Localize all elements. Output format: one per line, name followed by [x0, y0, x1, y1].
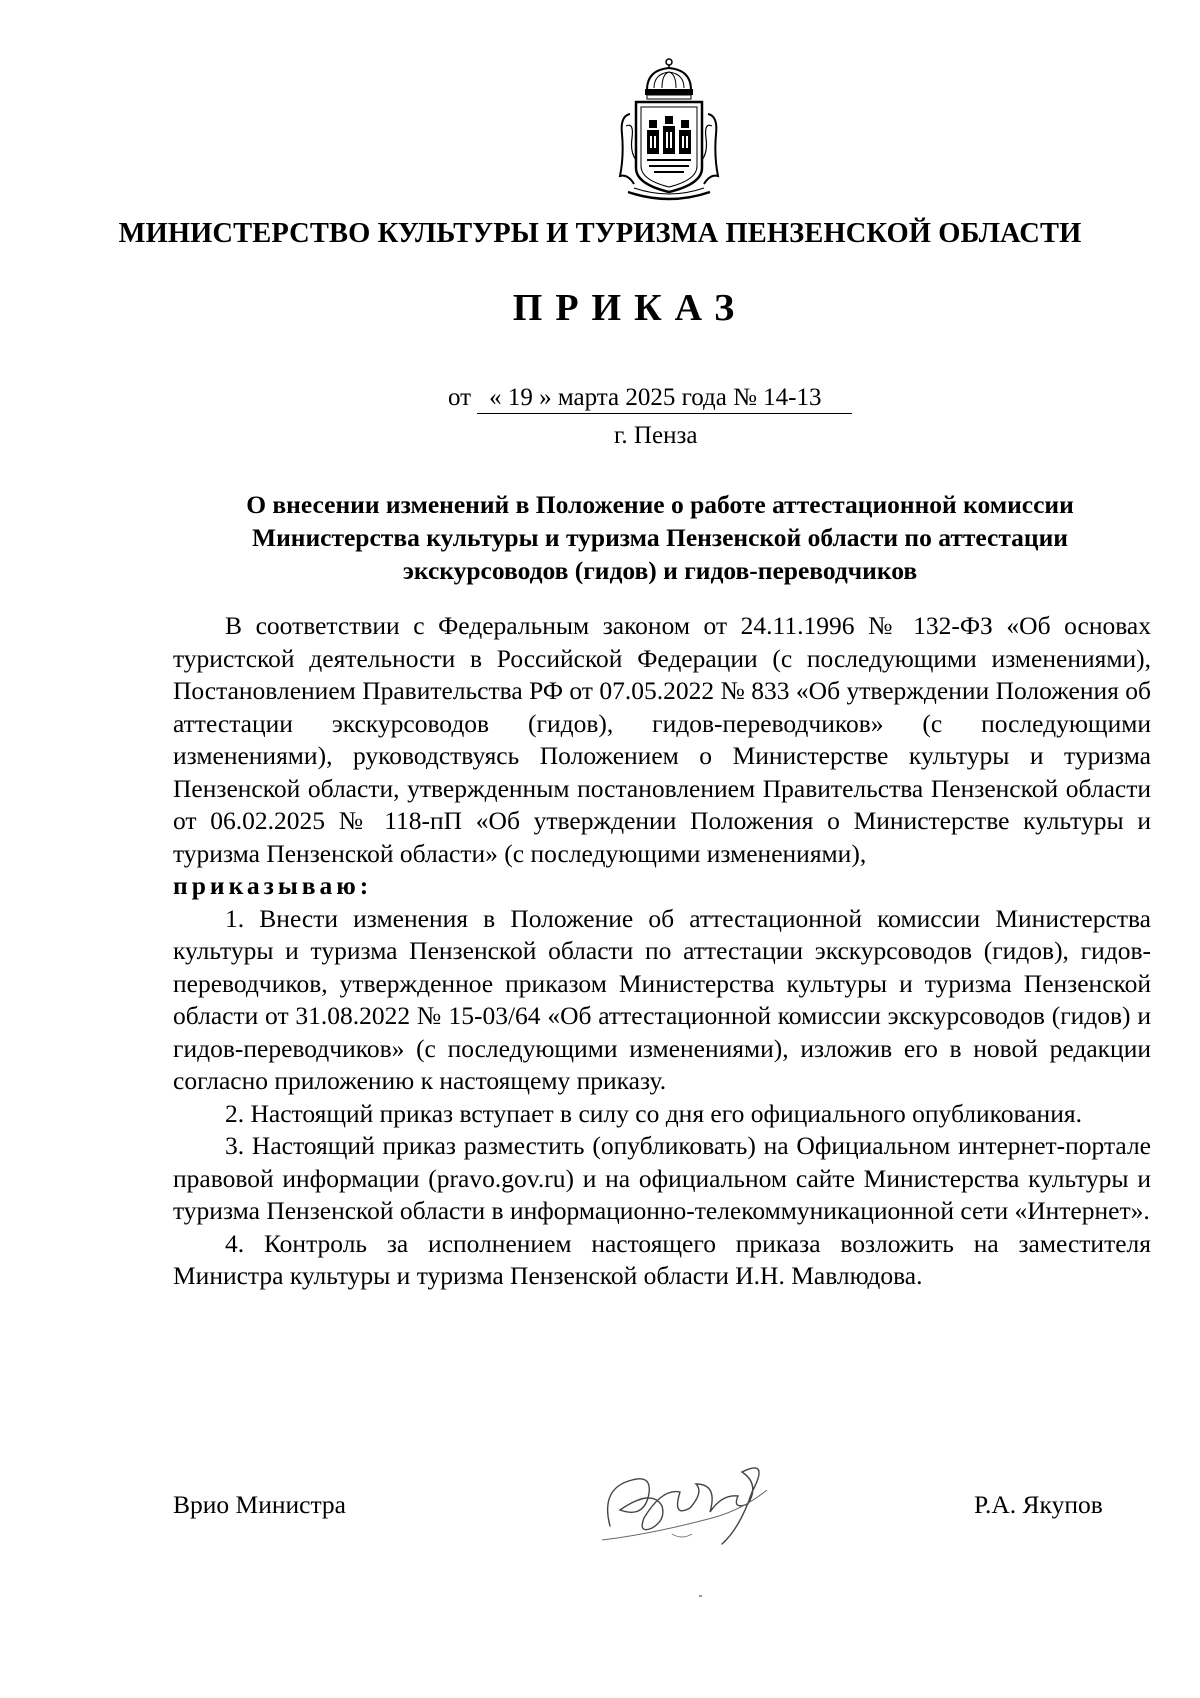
decree-word: приказываю: [173, 871, 373, 900]
document-body [173, 610, 1151, 1293]
document-title: О внесении изменений в Положение о работе аттестационной комиссии Министерства культуры и туризма Пензенской области по аттестации экскурсоводов (гидов) и гидов-переводчиков [246, 490, 1074, 585]
scan-speck [699, 1595, 702, 1597]
list-item: 4. Контроль за исполнением настоящего приказа возложить на заместителя Министра культуры и туризма Пензенской области И.Н. Мавлюдова. [173, 1228, 1151, 1290]
coat-of-arms-icon [614, 56, 724, 206]
signatory-name: Р.А. Якупов [974, 1490, 1103, 1519]
decree-paragraph [173, 870, 1151, 903]
order-date-line [448, 384, 852, 414]
list-item: 3. Настоящий приказ разместить (опубликовать) на Официальном интернет-портале правовой информации (pravo.gov.ru) и на официальном сайте Министерства культуры и туризма Пензенской области в информационно-телекоммуникационной сети «Интернет». [173, 1131, 1151, 1225]
order-date-number: « 19 » марта 2025 года № 14-13 [477, 384, 851, 414]
ministry-name: МИНИСТЕРСТВО КУЛЬТУРЫ И ТУРИЗМА ПЕНЗЕНСКОЙ ОБЛАСТИ [118, 218, 1082, 249]
list-item: 1. Внести изменения в Положение об аттестационной комиссии Министерства культуры и туризма Пензенской области по аттестации экскурсоводов (гидов), гидов-переводчиков, утвержденное приказом Министерства культуры и туризма Пензенской области от 31.08.2022 № 15-03/64 «Об аттестационной комиссии экскурсоводов (гидов) и гидов-переводчиков» (с последующими изменениями), изложив его в новой редакции согласно приложению к настоящему приказу. [173, 903, 1151, 1095]
order-city: г. Пенза [614, 422, 698, 449]
signatory-position: Врио Министра [173, 1490, 346, 1519]
handwritten-signature [592, 1448, 812, 1558]
document-type: ПРИКАЗ [512, 287, 748, 329]
preamble-paragraph: В соответствии с Федеральным законом от 24.11.1996 № 132-ФЗ «Об основах туристской деятельности в Российской Федерации (с последующими изменениями), Постановлением Правительства РФ от 07.05.2022 № 833 «Об утверждении Положения об аттестации экскурсоводов (гидов), гидов-переводчиков» (с последующими изменениями), руководствуясь Положением о Министерстве культуры и туризма Пензенской области, утвержденным постановлением Правительства Пензенской области от 06.02.2025 № 118-пП «Об утверждении Положения о Министерстве культуры и туризма Пензенской области» (с последующими изменениями), [173, 611, 1151, 868]
from-label: от [448, 384, 472, 411]
list-item: 2. Настоящий приказ вступает в силу со дня его официального опубликования. [225, 1098, 1082, 1128]
